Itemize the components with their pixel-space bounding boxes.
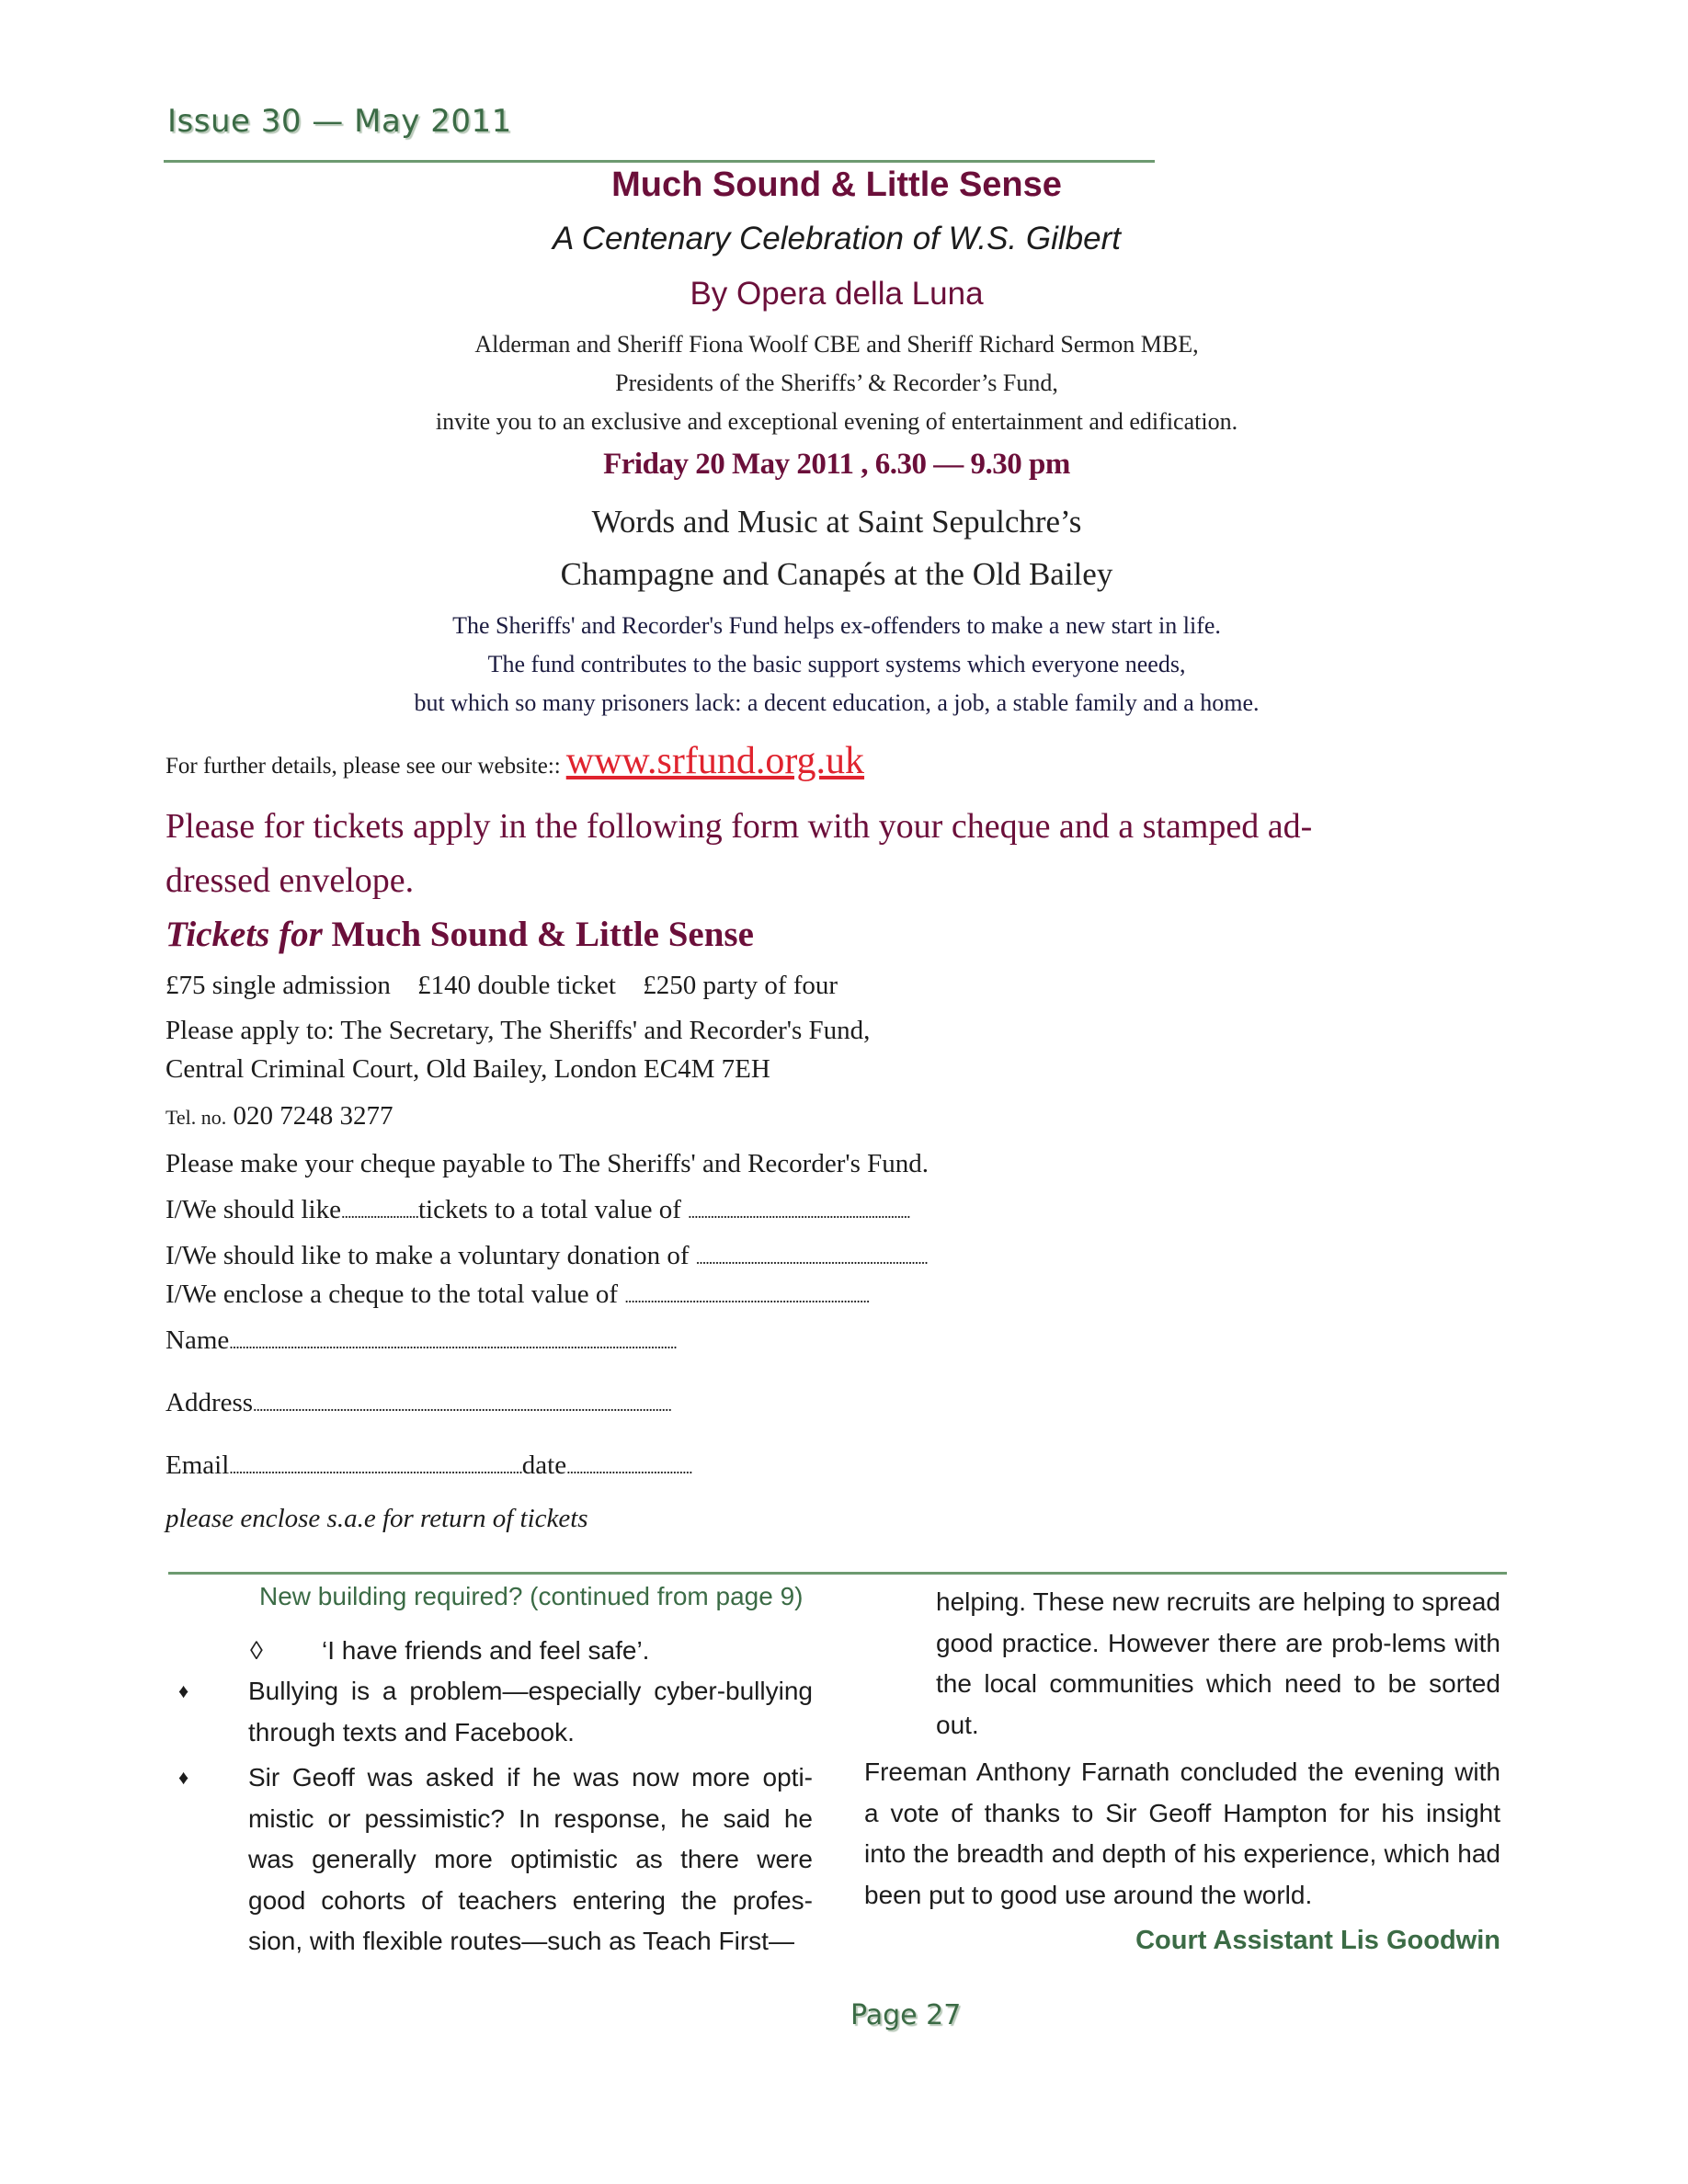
form-tickets-prefix: I/We should like <box>165 1195 341 1224</box>
sae-note: please enclose s.a.e for return of tickets <box>165 1504 588 1533</box>
price-amount: £75 <box>165 971 206 1000</box>
form-cheque-field[interactable]: ............................................................................ <box>624 1288 870 1306</box>
form-donation-field[interactable]: ........................................................................ <box>695 1249 928 1268</box>
diamond-bullet-icon: ♦ <box>178 1679 189 1702</box>
apply-to-address: Central Criminal Court, Old Bailey, London EC4M 7EH <box>165 1054 770 1084</box>
event-byline: By Opera della Luna <box>690 276 984 312</box>
website-link[interactable]: www.srfund.org.uk <box>565 740 865 782</box>
tickets-heading <box>165 914 754 955</box>
bullet-item <box>178 1757 813 1962</box>
price-amount: £140 <box>417 971 472 1000</box>
tickets-heading-title: Much Sound & Little Sense <box>331 915 754 954</box>
form-email-field[interactable]: ........................................................................................... <box>229 1459 522 1477</box>
open-diamond-icon: ◊ <box>250 1636 263 1665</box>
fund-description-line: The fund contributes to the basic support systems which everyone needs, <box>487 651 1186 677</box>
fund-description-line: The Sheriffs' and Recorder's Fund helps ex-offenders to make a new start in life. <box>452 612 1221 639</box>
tel-label: Tel. no. <box>165 1106 227 1129</box>
form-address-label: Address <box>165 1388 254 1417</box>
form-email-line <box>165 1450 692 1481</box>
tickets-heading-prefix: Tickets for <box>165 915 323 954</box>
price-amount: £250 <box>643 971 697 1000</box>
bullet-text: Sir Geoff was asked if he was now more opti-mistic or pessimistic? In response, he said he was generally more optimistic as there were good cohorts of teachers entering the profes-sion, with flexible routes—such as Teach First— <box>248 1763 813 1955</box>
form-email-label: Email <box>165 1450 230 1480</box>
event-subtitle: A Centenary Celebration of W.S. Gilbert <box>553 221 1121 256</box>
form-name-field[interactable]: ........................................................................................................................................... <box>229 1334 677 1352</box>
form-address-field[interactable]: .................................................................................................................................. <box>253 1396 672 1415</box>
page-number: Page 27 <box>850 1999 962 2031</box>
form-donation-line <box>165 1241 928 1271</box>
price-single <box>165 971 391 1000</box>
sub-list-item <box>250 1631 649 1672</box>
form-name-label: Name <box>165 1325 230 1355</box>
form-donation-label: I/We should like to make a voluntary donation of <box>165 1241 696 1270</box>
apply-to-line: Please apply to: The Secretary, The Sheriffs' and Recorder's Fund, <box>165 1016 871 1045</box>
telephone <box>165 1101 393 1132</box>
price-double <box>417 971 616 1000</box>
diamond-bullet-icon: ♦ <box>178 1766 189 1789</box>
form-cheque-line <box>165 1280 869 1310</box>
header-rule <box>164 160 1155 163</box>
price-label: single admission <box>211 971 391 1000</box>
website-line <box>165 739 864 783</box>
form-tickets-count-field[interactable]: ........................ <box>340 1203 418 1222</box>
form-tickets-value-field[interactable]: ..................................................................... <box>688 1203 910 1222</box>
form-date-label: date <box>521 1450 567 1480</box>
bullet-text: Bullying is a problem—especially cyber-bullying through texts and Facebook. <box>248 1677 813 1746</box>
invitation-line: Presidents of the Sheriffs’ & Recorder’s Fund, <box>615 370 1058 396</box>
cheque-payable: Please make your cheque payable to The Sheriffs' and Recorder's Fund. <box>165 1149 929 1178</box>
continued-heading: New building required? (continued from page 9) <box>259 1582 804 1610</box>
invitation-line: Alderman and Sheriff Fiona Woolf CBE and Sheriff Richard Sermon MBE, <box>474 331 1199 358</box>
invitation-line: invite you to an exclusive and exceptional evening of entertainment and edification. <box>435 408 1238 435</box>
bullet-item <box>178 1671 813 1753</box>
form-date-field[interactable]: ....................................... <box>566 1459 692 1477</box>
form-address-line <box>165 1388 671 1418</box>
sub-list-item-text: ‘I have friends and feel safe’. <box>322 1636 650 1665</box>
fund-description-line: but which so many prisoners lack: a decent education, a job, a stable family and a home. <box>414 689 1260 716</box>
section-rule <box>168 1572 1507 1575</box>
price-label: double ticket <box>477 971 616 1000</box>
issue-header: Issue 30 — May 2011 <box>167 103 512 140</box>
tel-number: 020 7248 3277 <box>233 1101 393 1131</box>
venue-reception: Champagne and Canapés at the Old Bailey <box>560 556 1113 592</box>
ticket-prices <box>165 971 858 1001</box>
form-cheque-label: I/We enclose a cheque to the total value of <box>165 1280 625 1309</box>
right-column-continuation: helping. These new recruits are helping to spread good practice. However there are prob-lems with the local communities which need to be sorted out. <box>936 1587 1500 1739</box>
author-signature: Court Assistant Lis Goodwin <box>1135 1926 1500 1955</box>
event-title: Much Sound & Little Sense <box>611 165 1062 204</box>
form-tickets-line <box>165 1195 910 1225</box>
apply-note: Please for tickets apply in the following form with your cheque and a stamped ad-dressed envelope. <box>165 807 1313 900</box>
venue-music: Words and Music at Saint Sepulchre’s <box>591 504 1082 540</box>
website-prefix: For further details, please see our website:: <box>165 754 561 779</box>
event-date: Friday 20 May 2011 , 6.30 — 9.30 pm <box>603 448 1070 481</box>
price-label: party of four <box>702 971 838 1000</box>
price-party <box>643 971 838 1000</box>
form-tickets-middle: tickets to a total value of <box>417 1195 689 1224</box>
form-name-line <box>165 1325 677 1356</box>
closing-paragraph: Freeman Anthony Farnath concluded the evening with a vote of thanks to Sir Geoff Hampton for his insight into the breadth and depth of his experience, which had been put to good use around the world. <box>864 1757 1500 1909</box>
